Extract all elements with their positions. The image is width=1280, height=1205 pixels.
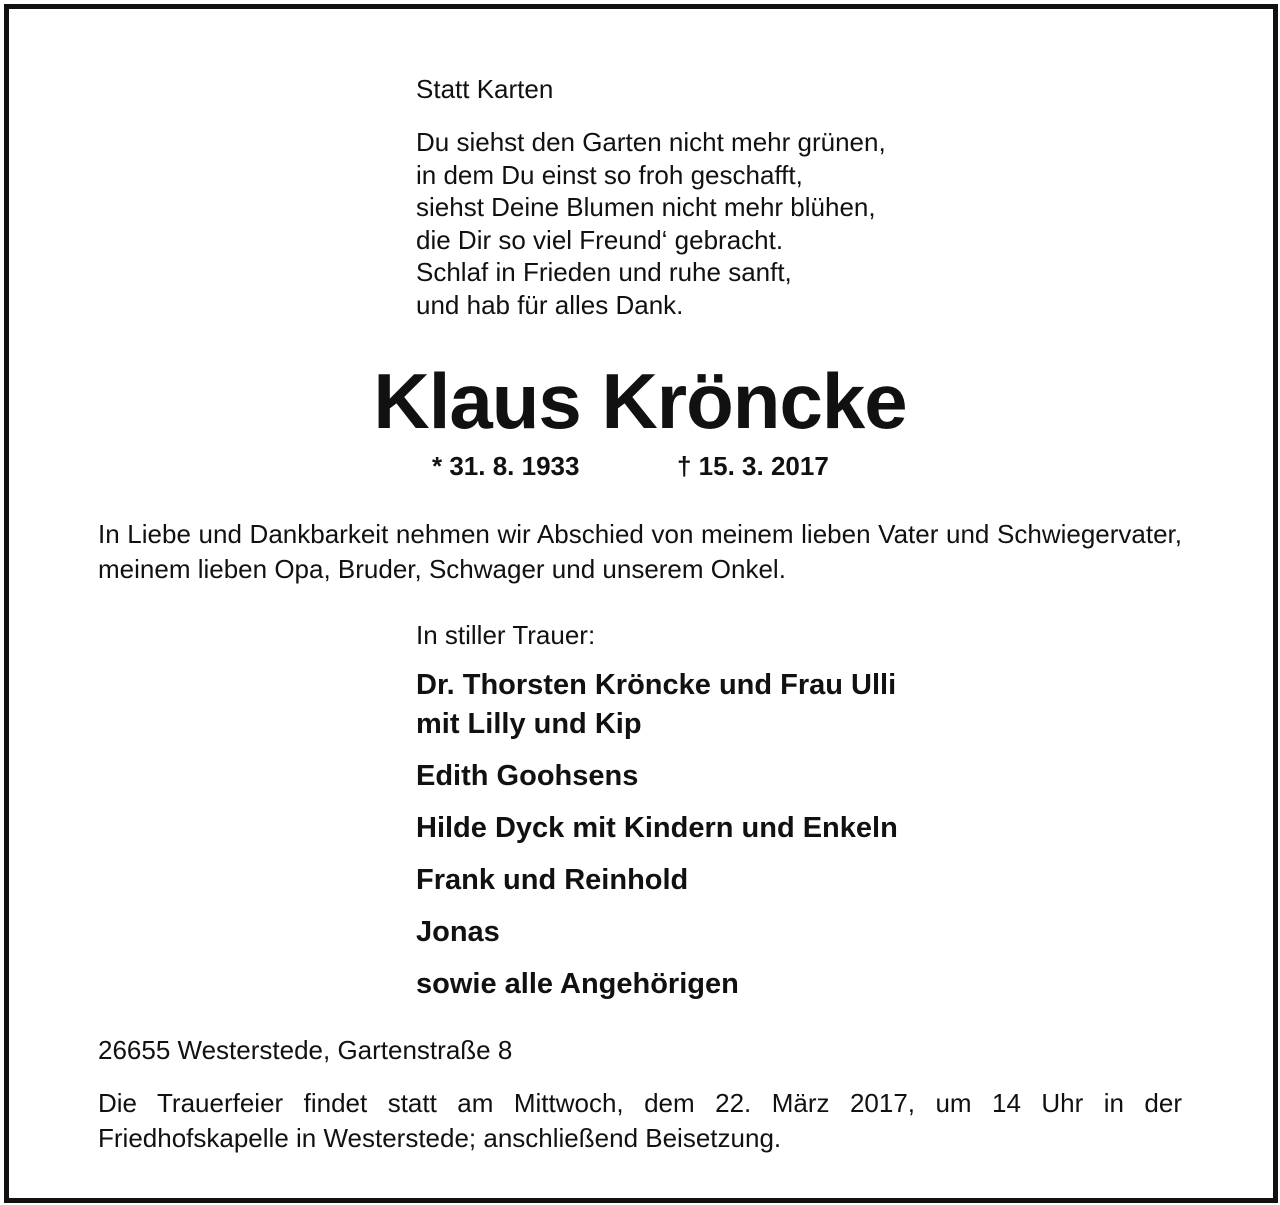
poem-line: Schlaf in Frieden und ruhe sanft, — [416, 257, 792, 288]
poem — [416, 126, 886, 322]
mourner-line: sowie alle Angehörigen — [416, 968, 739, 1000]
poem-line: die Dir so viel Freund‘ gebracht. — [416, 224, 784, 255]
poem-line: und hab für alles Dank. — [416, 289, 684, 320]
intro-line: Statt Karten — [416, 74, 554, 104]
mourning-label: In stiller Trauer: — [416, 620, 596, 650]
farewell-text: In Liebe und Dankbarkeit nehmen wir Abschied von meinem lieben Vater und Schwiegervater, meinem lieben Opa, Bruder, Schwager und unserem Onkel. — [98, 519, 1182, 584]
deceased-name: Klaus Kröncke — [373, 357, 907, 445]
mourner-line: Edith Goohsens — [416, 760, 639, 792]
mourner-line: mit Lilly und Kip — [416, 708, 642, 740]
poem-line: Du siehst den Garten nicht mehr grünen, — [416, 127, 886, 157]
funeral-service-text: Die Trauerfeier findet statt am Mittwoch, dem 22. März 2017, um 14 Uhr in der Friedhofskapelle in Westerstede; anschließend Beisetzung. — [98, 1088, 1182, 1153]
mourner-line: Hilde Dyck mit Kindern und Enkeln — [416, 812, 898, 844]
death-date: † 15. 3. 2017 — [677, 451, 829, 481]
mourner-line: Jonas — [416, 916, 500, 948]
mourner-line: Frank und Reinhold — [416, 864, 689, 896]
poem-line: siehst Deine Blumen nicht mehr blühen, — [416, 192, 876, 223]
birth-date: * 31. 8. 1933 — [432, 451, 580, 481]
mourner-line: Dr. Thorsten Kröncke und Frau Ulli — [416, 669, 897, 701]
address: 26655 Westerstede, Gartenstraße 8 — [98, 1035, 513, 1065]
poem-line: in dem Du einst so froh geschafft, — [416, 159, 803, 190]
